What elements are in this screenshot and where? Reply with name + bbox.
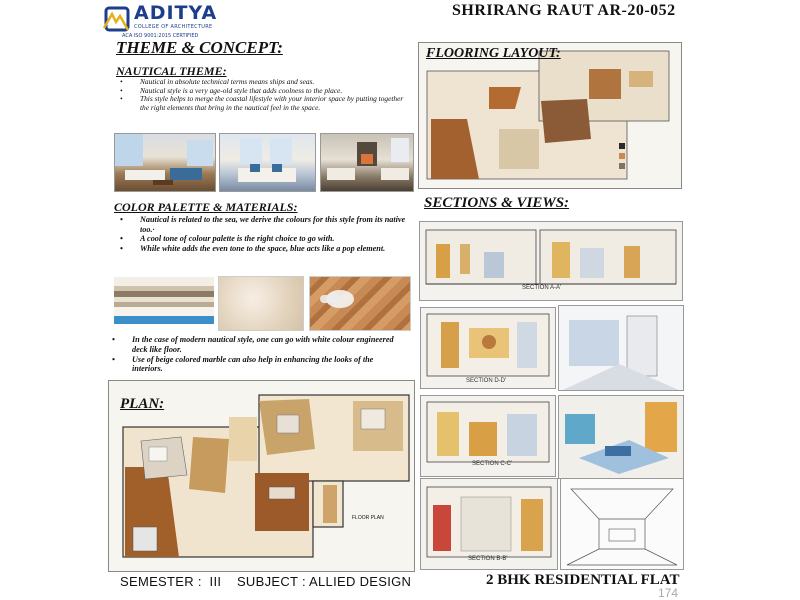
nautical-points	[116, 78, 406, 112]
color-palette-swatches	[114, 277, 214, 329]
palette-swatch	[114, 324, 214, 329]
floor-plan-label: FLOOR PLAN	[352, 515, 384, 521]
materials-point: • In the case of modern nautical style, one can go with white colour engineered deck like floor.	[108, 335, 403, 355]
color-palette-title: COLOR PALETTE & MATERIALS:	[114, 200, 298, 214]
palette-swatch	[114, 316, 214, 324]
page-number: 174	[658, 586, 679, 600]
semester-subject: SEMESTER : III SUBJECT : ALLIED DESIGN	[120, 574, 412, 589]
nautical-subtitle: NAUTICAL THEME:	[116, 64, 227, 78]
logo-subtitle: COLLEGE OF ARCHITECTURE	[134, 24, 213, 30]
section-label: SECTION A-A'	[522, 285, 562, 291]
materials-points	[108, 335, 403, 374]
project-title: 2 BHK RESIDENTIAL FLAT	[486, 572, 680, 588]
author-id: SHRIRANG RAUT AR-20-052	[452, 2, 676, 19]
theme-title: THEME & CONCEPT:	[116, 38, 283, 57]
sections-views-title: SECTIONS & VIEWS:	[424, 195, 570, 211]
reference-photo-bedroom	[219, 133, 316, 192]
view-kitchen-perspective	[558, 305, 684, 391]
palette-swatch	[114, 277, 214, 286]
reference-photo-lounge	[320, 133, 414, 192]
logo-mark-icon	[102, 4, 132, 34]
materials-point: • Use of beige colored marble can also help in enhancing the looks of the interiors.	[108, 355, 403, 375]
color-points	[116, 215, 406, 253]
section-label: SECTION D-D'	[466, 378, 507, 384]
flooring-layout-drawing	[418, 42, 682, 189]
nautical-point: • Nautical in absolute technical terms means ships and seas.	[116, 78, 406, 87]
reference-photo-living-room	[114, 133, 216, 192]
color-point: • While white adds the even tone to the space, blue acts like a pop element.	[116, 244, 406, 254]
color-point: • A cool tone of colour palette is the right choice to go with.	[116, 234, 406, 244]
logo-iso: ACA ISO 9001:2015 CERTIFIED	[122, 33, 199, 39]
flooring-layout-title: FLOORING LAYOUT:	[426, 46, 561, 61]
view-living-sketch	[560, 478, 684, 570]
view-bedroom-perspective	[558, 395, 684, 479]
nautical-point: • This style helps to merge the coastal lifestyle with your interior space by putting together the right elements that bring in the nautical feel in the space.	[116, 95, 406, 112]
wood-deck-material-sample	[309, 276, 411, 331]
marble-material-sample	[218, 276, 304, 331]
palette-swatch	[114, 307, 214, 316]
section-label: SECTION C-C'	[472, 461, 513, 467]
logo-brand: ADITYA	[134, 2, 218, 24]
color-point: • Nautical is related to the sea, we derive the colours for this style from its native too.·	[116, 215, 406, 234]
plan-title: PLAN:	[120, 396, 165, 412]
nautical-point: • Nautical style is a very age-old style that adds coolness to the place.	[116, 87, 406, 96]
section-label: SECTION B-B'	[468, 556, 508, 562]
section-d-drawing	[420, 307, 556, 389]
